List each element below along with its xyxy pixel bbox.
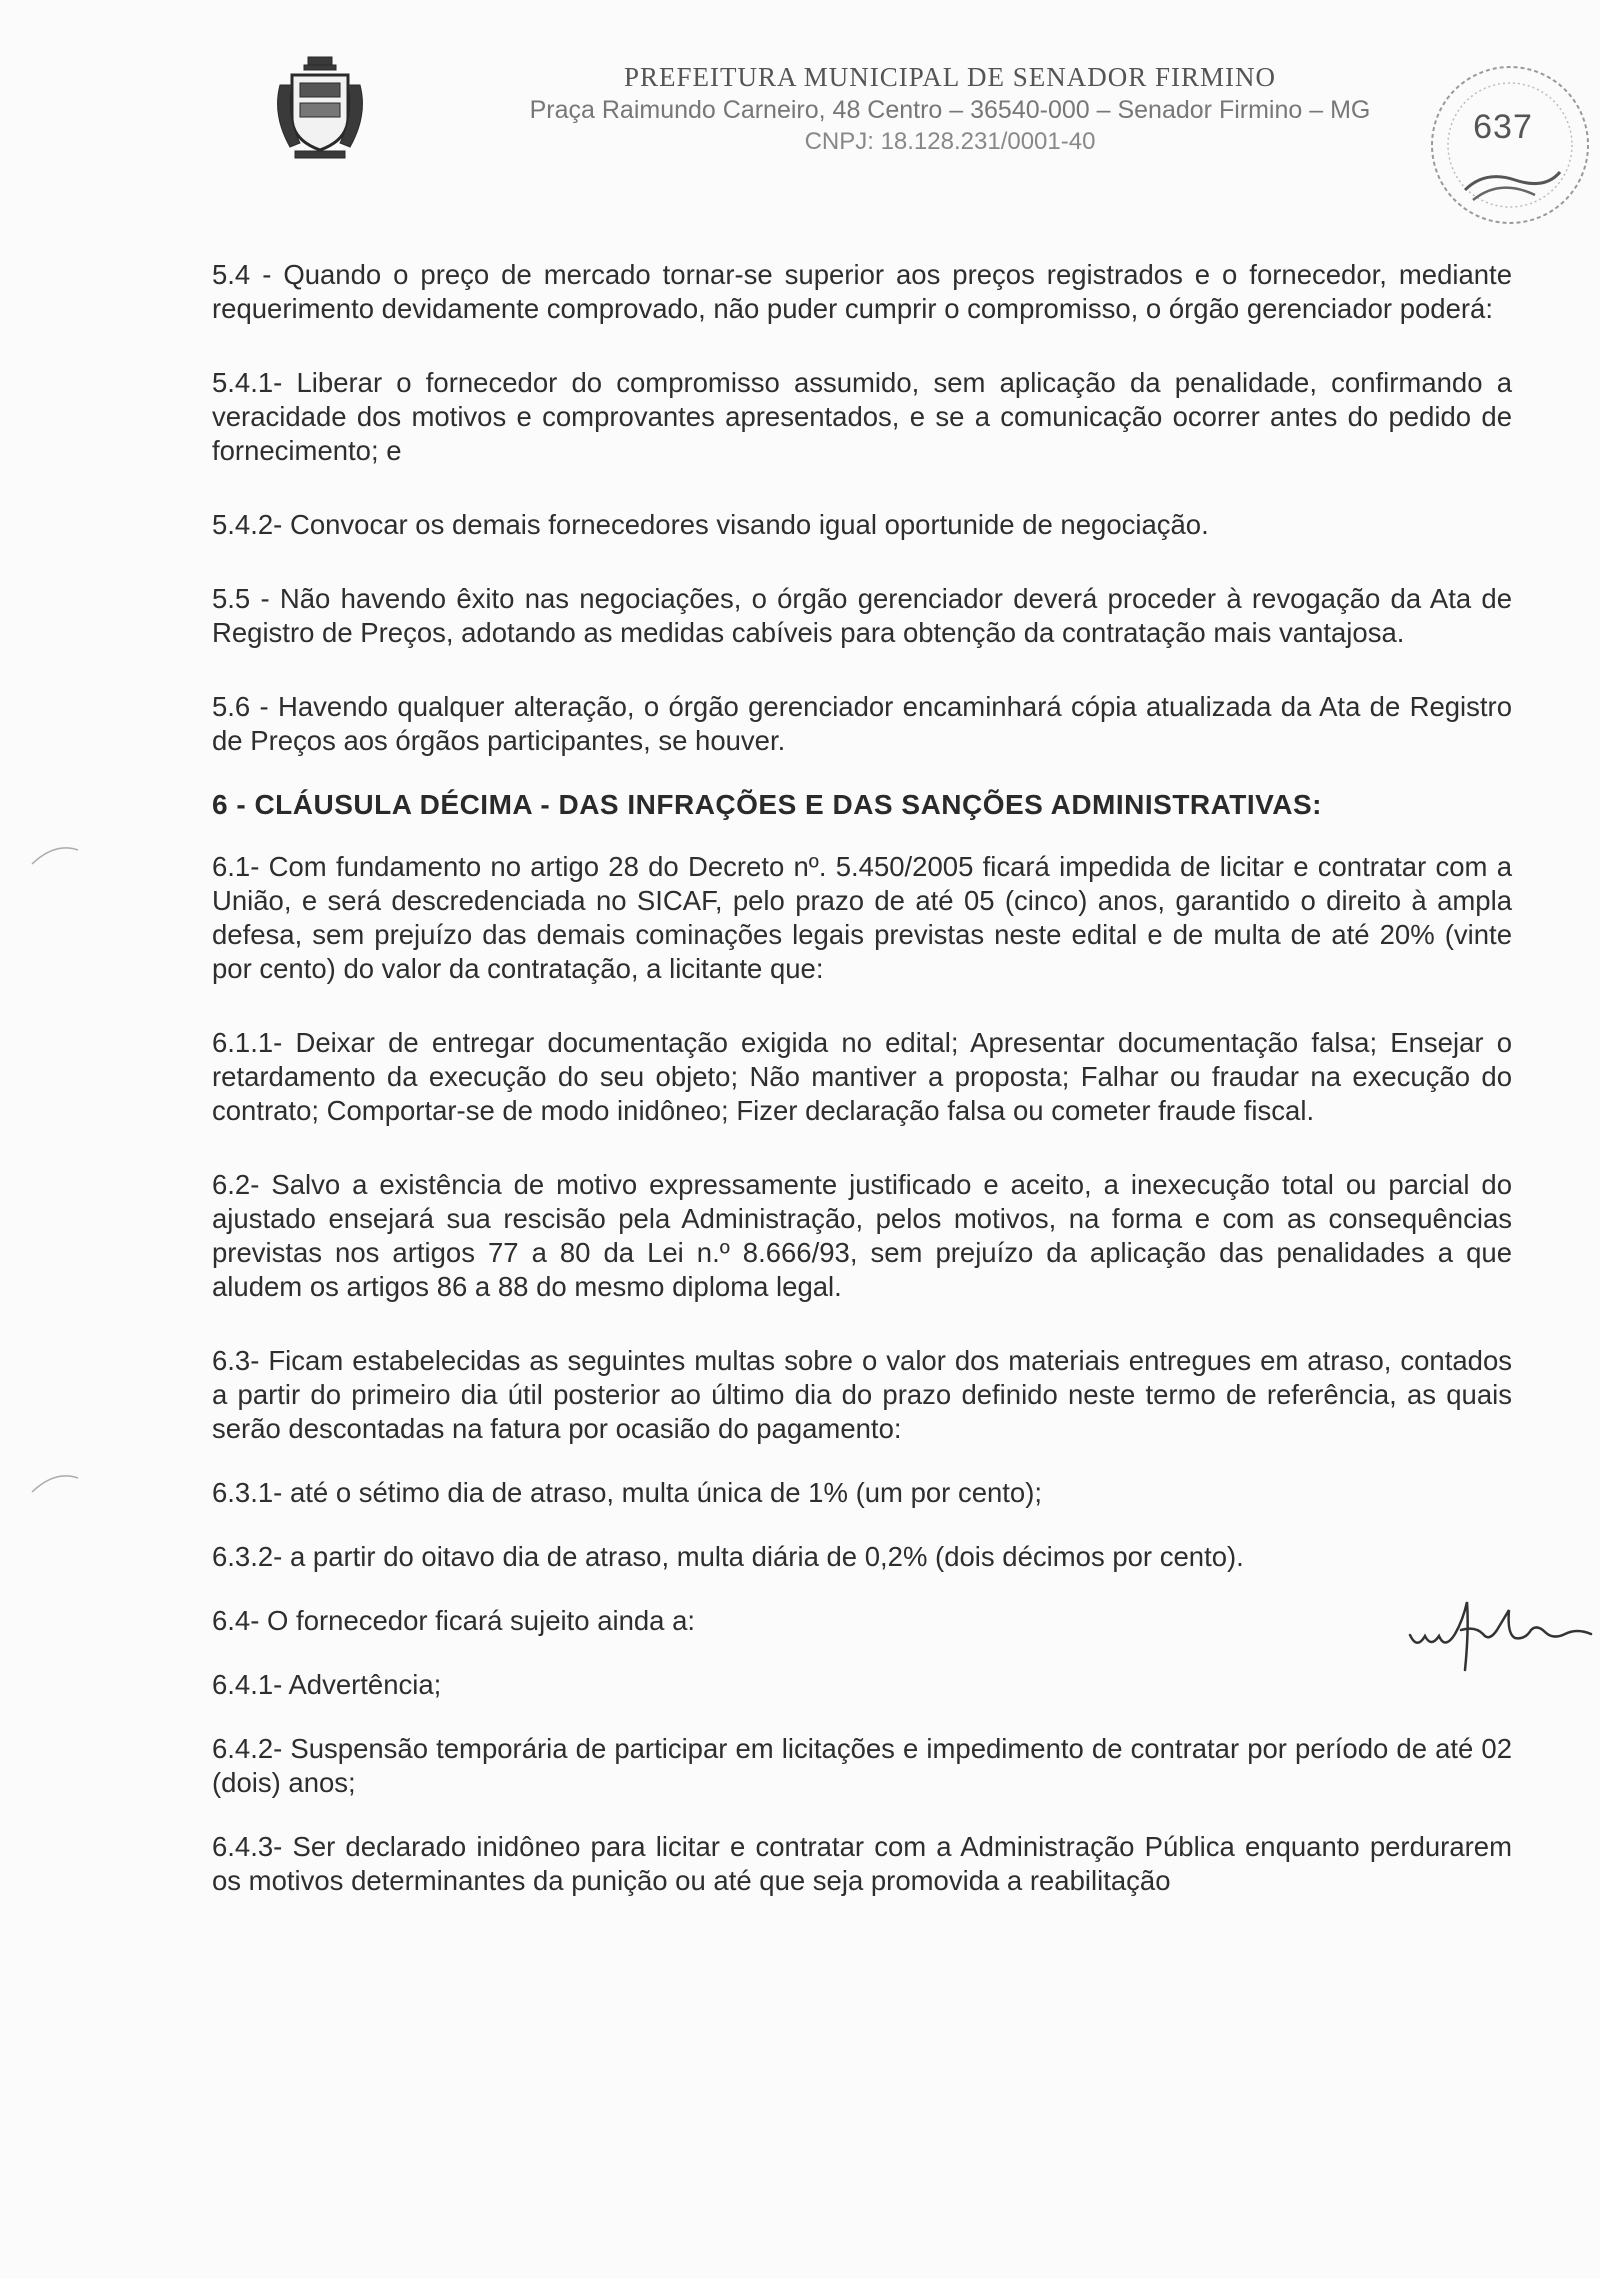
clause-6-3-1: 6.3.1- até o sétimo dia de atraso, multa única de 1% (um por cento); [212, 1477, 1043, 1508]
clause-5-4-1: 5.4.1- Liberar o fornecedor do compromisso assumido, sem aplicação da penalidade, confirmando a veracidade dos motivos e comprovantes apresentados, e se a comunicação ocorrer antes do pedido de fornecimento; e [212, 367, 1512, 466]
clause-6-1-1: 6.1.1- Deixar de entregar documentação exigida no edital; Apresentar documentação falsa; Ensejar o retardamento da execução do seu objeto; Não mantiver a proposta; Falhar ou fraudar na execução do contrato; Comportar-se de modo inidôneo; Fizer declaração falsa ou cometer fraude fiscal. [212, 1027, 1512, 1126]
clause-5-6: 5.6 - Havendo qualquer alteração, o órgão gerenciador encaminhará cópia atualizada da Ata de Registro de Preços aos órgãos participantes, se houver. [212, 691, 1512, 756]
letterhead-cnpj: CNPJ: 18.128.231/0001-40 [804, 128, 1096, 155]
clause-5-4: 5.4 - Quando o preço de mercado tornar-se superior aos preços registrados e o fornecedor, mediante requerimento devidamente comprovado, não puder cumprir o compromisso, o órgão gerenciador poderá: [212, 259, 1512, 324]
clause-5-4-2: 5.4.2- Convocar os demais fornecedores visando igual oportunide de negociação. [212, 509, 1209, 540]
document-body [212, 258, 1512, 1938]
clause-6-3: 6.3- Ficam estabelecidas as seguintes multas sobre o valor dos materiais entregues em atraso, contados a partir do primeiro dia útil posterior ao último dia do prazo definido neste termo de referência, as quais serão descontadas na fatura por ocasião do pagamento: [212, 1345, 1512, 1444]
page-number-stamp: 637 [1473, 108, 1533, 146]
edge-mark-icon [30, 838, 80, 868]
signature-initials-icon [1405, 1590, 1595, 1680]
letterhead [470, 60, 1430, 158]
clause-6-1: 6.1- Com fundamento no artigo 28 do Decreto nº. 5.450/2005 ficará impedida de licitar e contratar com a União, e será descredenciada no SICAF, pelo prazo de até 05 (cinco) anos, garantido o direito à ampla defesa, sem prejuízo das demais cominações legais previstas neste edital e de multa de até 20% (vinte por cento) do valor da contratação, a licitante que: [212, 851, 1512, 984]
clause-6-2: 6.2- Salvo a existência de motivo expressamente justificado e aceito, a inexecução total ou parcial do ajustado ensejará sua rescisão pela Administração, pelos motivos, na forma e com as consequências previstas nos artigos 77 a 80 da Lei n.º 8.666/93, sem prejuízo da aplicação das penalidades a que aludem os artigos 86 a 88 do mesmo diploma legal. [212, 1169, 1512, 1302]
clause-6-4-2: 6.4.2- Suspensão temporária de participar em licitações e impedimento de contratar por período de até 02 (dois) anos; [212, 1733, 1512, 1798]
clause-6-3-2: 6.3.2- a partir do oitavo dia de atraso, multa diária de 0,2% (dois décimos por cento). [212, 1541, 1244, 1572]
clause-6-4-3: 6.4.3- Ser declarado inidôneo para licitar e contratar com a Administração Pública enquanto perdurarem os motivos determinantes da punição ou até que seja promovida a reabilitação [212, 1831, 1512, 1896]
clause-5-5: 5.5 - Não havendo êxito nas negociações, o órgão gerenciador deverá proceder à revogação da Ata de Registro de Preços, adotando as medidas cabíveis para obtenção da contratação mais vantajosa. [212, 583, 1512, 648]
letterhead-address: Praça Raimundo Carneiro, 48 Centro – 36540-000 – Senador Firmino – MG [529, 96, 1371, 124]
municipal-crest-icon [270, 55, 370, 165]
letterhead-title: PREFEITURA MUNICIPAL DE SENADOR FIRMINO [623, 62, 1277, 92]
edge-mark-icon [30, 1466, 80, 1496]
clause-6-4-1: 6.4.1- Advertência; [212, 1669, 442, 1700]
section-6-heading: 6 - CLÁUSULA DÉCIMA - DAS INFRAÇÕES E DAS SANÇÕES ADMINISTRATIVAS: [212, 789, 1322, 820]
clause-6-4: 6.4- O fornecedor ficará sujeito ainda a: [212, 1605, 696, 1636]
